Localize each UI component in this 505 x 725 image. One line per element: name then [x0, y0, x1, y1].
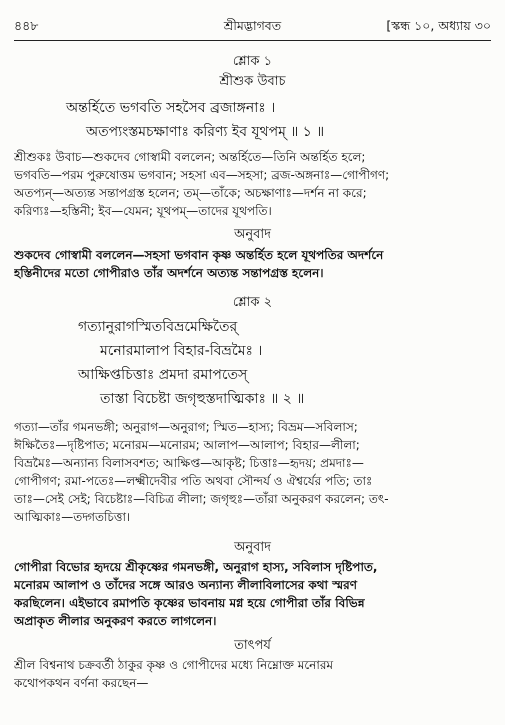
- translation-2: [14, 558, 491, 630]
- verse-2-line-1: গত্যানুরাগস্মিতবিভ্রমেক্ষিতৈর্: [78, 319, 238, 335]
- chapter-reference: [স্কন্ধ ১০, অধ্যায় ৩০: [386, 18, 491, 33]
- translation-2-line: করছিলেন। এইভাবে রমাপতি কৃষ্ণের ভাবনায় মগ্ন হয়ে গোপীরা তাঁর বিভিন্ন: [14, 596, 365, 610]
- verse-1-line-2: অতপ্যংস্তমচক্ষাণাঃ করিণ্য ইব যূথপম্ ॥ ১ ॥: [86, 124, 325, 140]
- synonyms-1-line: শ্রীশুকঃ উবাচ—শুকদেব গোস্বামী বললেন; অন্তর্হিতে—তিনি অন্তর্হিত হলে;: [14, 150, 366, 164]
- verse-2-label: শ্লোক ২: [232, 295, 273, 310]
- translation-2-line: গোপীরা বিভোর হৃদয়ে শ্রীকৃষ্ণের গমনভঙ্গী, অনুরাগ হাস্য, সবিলাস দৃষ্টিপাত,: [14, 560, 378, 574]
- verse-1-speaker: শ্রীশুক উবাচ: [219, 74, 286, 89]
- page-number: ৪৪৮: [14, 18, 39, 33]
- book-title: শ্রীমদ্ভাগবত: [223, 18, 282, 33]
- translation-1-line: শুকদেব গোস্বামী বললেন—সহসা ভগবান কৃষ্ণ অন্তর্হিত হলে যূথপতির অদর্শনে: [14, 248, 384, 262]
- verse-2-line-2: মনোরমালাপ বিহার-বিভ্রমৈঃ ।: [100, 343, 263, 359]
- synonyms-2-line: আত্মিকাঃ—তদ্গতচিত্তা।: [14, 510, 131, 524]
- synonyms-2: [14, 418, 491, 526]
- translation-2-label: অনুবাদ: [234, 540, 271, 555]
- verse-1-line-1: অন্তর্হিতে ভগবতি সহসৈব ব্রজাঙ্গনাঃ ।: [66, 100, 276, 116]
- verse-1-label: শ্লোক ১: [232, 54, 273, 69]
- synonyms-1-line: করিণ্যঃ—হস্তিনী; ইব—যেমন; যূথপম্—তাদের যূথপতি।: [14, 204, 272, 218]
- synonyms-1: [14, 148, 491, 220]
- synonyms-1-line: অতপ্যন্—অত্যন্ত সন্তাপগ্রস্ত হলেন; তম্—তাঁকে; অচক্ষাণাঃ—দর্শন না করে;: [14, 186, 367, 200]
- purport-label: তাৎপর্য: [234, 638, 271, 653]
- verse-2-line-4: তাস্তা বিচেষ্টা জগৃহুস্তদাত্মিকাঃ ॥ ২ ॥: [100, 391, 305, 407]
- translation-1-label: অনুবাদ: [234, 227, 271, 242]
- purport-line: শ্রীল বিশ্বনাথ চক্রবর্তী ঠাকুর কৃষ্ণ ও গোপীদের মধ্যে নিম্নোক্ত মনোরম: [14, 658, 334, 672]
- synonyms-2-line: গত্যা—তাঁর গমনভঙ্গী; অনুরাগ—অনুরাগ; স্মিত—হাস্য; বিভ্রম—সবিলাস;: [14, 420, 358, 434]
- purport-text: [14, 656, 491, 692]
- translation-1: [14, 246, 491, 282]
- translation-2-line: মনোরম আলাপ ও তাঁদের সঙ্গে আরও অন্যান্য লীলাবিলাসের কথা স্মরণ: [14, 578, 357, 592]
- header-rule: [14, 40, 491, 41]
- synonyms-2-line: তাঃ—সেই সেই; বিচেষ্টাঃ—বিচিত্র লীলা; জগৃহুঃ—তাঁরা অনুকরণ করলেন; তৎ-: [14, 492, 389, 506]
- synonyms-2-line: গোপীগণ; রমা-পতেঃ—লক্ষ্মীদেবীর পতি অথবা সৌন্দর্য ও ঐশ্বর্যের পতি; তাঃ: [14, 474, 373, 488]
- running-header: [14, 18, 491, 36]
- translation-1-line: হস্তিনীদের মতো গোপীরাও তাঁর অদর্শনে অত্যন্ত সন্তাপগ্রস্ত হলেন।: [14, 266, 324, 280]
- synonyms-2-line: বিভ্রমৈঃ—অন্যান্য বিলাসবশত; আক্ষিপ্ত—আকৃষ্ট; চিত্তাঃ—হৃদয়; প্রমদাঃ—: [14, 456, 364, 470]
- purport-line: কথোপকথন বর্ণনা করছেন—: [14, 676, 149, 690]
- translation-2-line: অপ্রাকৃত লীলার অনুকরণ করতে লাগলেন।: [14, 614, 217, 628]
- synonyms-1-line: ভগবতি—পরম পুরুষোত্তম ভগবান; সহসা এব—সহসা; ব্রজ-অঙ্গনাঃ—গোপীগণ;: [14, 168, 390, 182]
- verse-2-line-3: আক্ষিপ্তচিত্তাঃ প্রমদা রমাপতেস্: [78, 367, 248, 383]
- synonyms-2-line: ঈক্ষিতৈঃ—দৃষ্টিপাত; মনোরম—মনোরম; আলাপ—আলাপ; বিহার—লীলা;: [14, 438, 360, 452]
